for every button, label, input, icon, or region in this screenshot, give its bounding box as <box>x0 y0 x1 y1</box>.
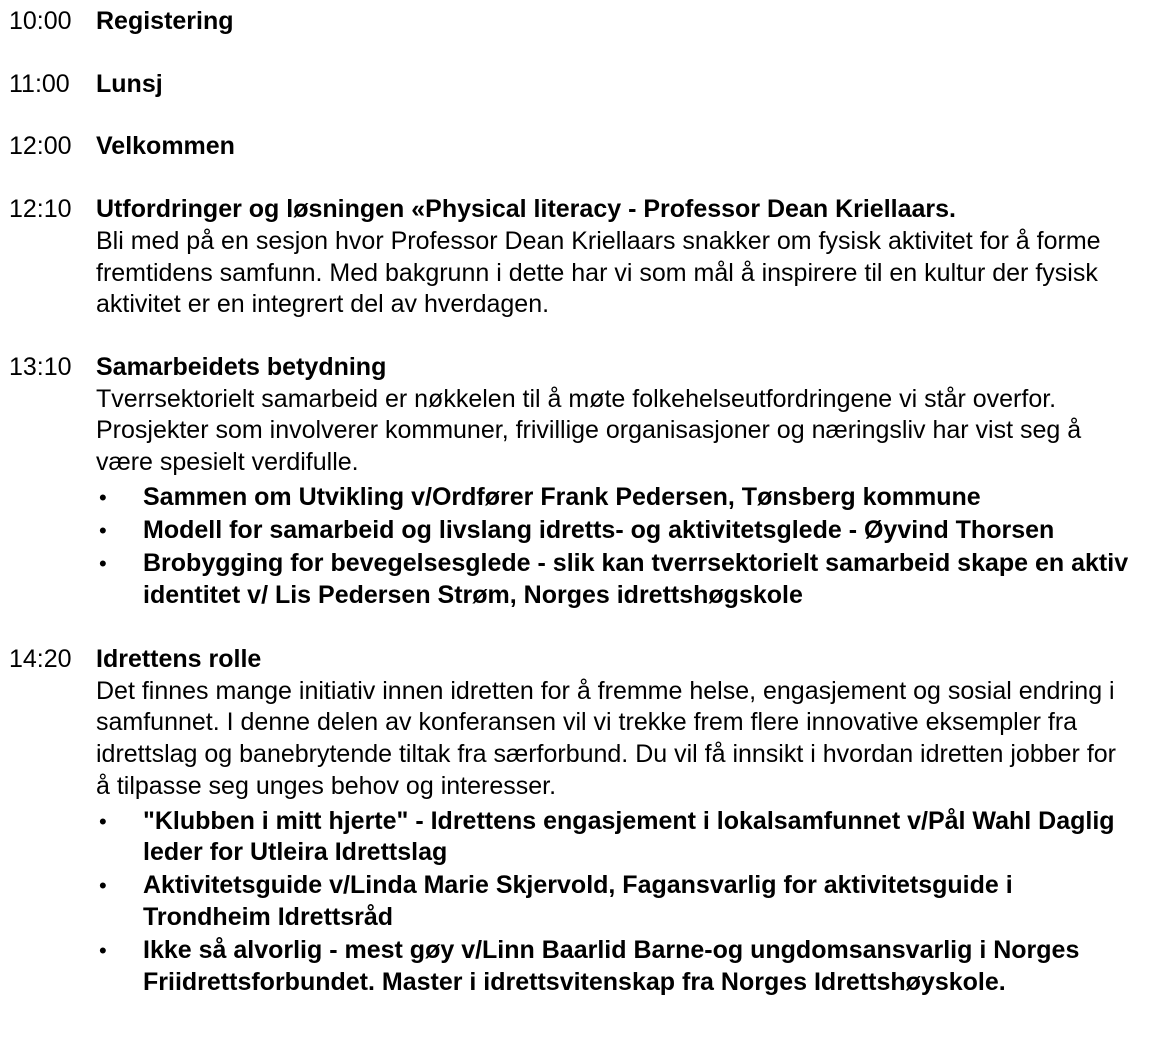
bullet-icon: • <box>99 808 107 834</box>
agenda-entry <box>9 194 1167 321</box>
list-item-text: Aktivitetsguide v/Linda Marie Skjervold, Fagansvarlig for aktivitetsguide i Trondheim Idrettsråd <box>143 871 1013 932</box>
list-item <box>96 935 1136 998</box>
entry-title: Samarbeidets betydning <box>96 352 387 381</box>
entry-time: 10:00 <box>9 7 72 35</box>
speaker-list <box>96 806 1136 999</box>
entry-content <box>96 352 1136 613</box>
entry-title: Registering <box>96 7 234 35</box>
agenda-entry <box>9 352 1167 613</box>
entry-time: 13:10 <box>9 352 72 381</box>
list-item <box>96 548 1136 611</box>
entry-content <box>96 6 1136 38</box>
entry-title: Idrettens rolle <box>96 645 262 674</box>
bullet-icon: • <box>99 484 107 510</box>
agenda-entry <box>9 131 1167 163</box>
list-item <box>96 482 1136 514</box>
list-item <box>96 870 1136 933</box>
entry-description: Det finnes mange initiativ innen idretten for å fremme helse, engasjement og sosial endring i samfunnet. I denne delen av konferansen vil vi trekke frem flere innovative eksempler fra idrettslag og banebrytende tiltak fra særforbund. Du vil få innsikt i hvordan idretten jobber for å tilpasse seg unges behov og interesser. <box>96 676 1116 800</box>
list-item-text: Sammen om Utvikling v/Ordfører Frank Pedersen, Tønsberg kommune <box>143 482 981 511</box>
bullet-icon: • <box>99 938 107 964</box>
entry-description: Bli med på en sesjon hvor Professor Dean Kriellaars snakker om fysisk aktivitet for å forme fremtidens samfunn. Med bakgrunn i dette har vi som mål å inspirere til en kultur der fysisk aktivitet er en integrert del av hverdagen. <box>96 226 1101 319</box>
list-item-text: Brobygging for bevegelsesglede - slik kan tverrsektorielt samarbeid skape en aktiv identitet v/ Lis Pedersen Strøm, Norges idrettshøgskole <box>143 549 1129 609</box>
list-item-text: Modell for samarbeid og livslang idretts- og aktivitetsglede - Øyvind Thorsen <box>143 515 1055 544</box>
entry-content <box>96 194 1136 321</box>
list-item <box>96 515 1136 547</box>
agenda-entry <box>9 644 1167 1000</box>
entry-title: Utfordringer og løsningen «Physical literacy - Professor Dean Kriellaars. <box>96 195 956 224</box>
entry-title: Lunsj <box>96 69 163 98</box>
bullet-icon: • <box>99 517 107 543</box>
entry-content <box>96 131 1136 163</box>
entry-time: 12:10 <box>9 195 72 224</box>
bullet-icon: • <box>99 551 107 577</box>
speaker-list <box>96 482 1136 612</box>
list-item <box>96 806 1136 869</box>
list-item-text: "Klubben i mitt hjerte" - Idrettens engasjement i lokalsamfunnet v/Pål Wahl Daglig leder for Utleira Idrettslag <box>143 806 1115 867</box>
entry-time: 11:00 <box>9 69 70 98</box>
entry-time: 14:20 <box>9 645 72 674</box>
agenda-entry <box>9 69 1167 101</box>
entry-content <box>96 644 1136 1000</box>
agenda-entry <box>9 6 1167 38</box>
entry-title: Velkommen <box>96 132 235 161</box>
entry-content <box>96 69 1136 101</box>
bullet-icon: • <box>99 873 107 899</box>
entry-time: 12:00 <box>9 132 72 161</box>
entry-description: Tverrsektorielt samarbeid er nøkkelen til å møte folkehelseutfordringene vi står overfor. Prosjekter som involverer kommuner, frivillige organisasjoner og næringsliv har vist seg å være spesielt verdifulle. <box>96 384 1082 477</box>
list-item-text: Ikke så alvorlig - mest gøy v/Linn Baarlid Barne-og ungdomsansvarlig i Norges Friidrettsforbundet. Master i idrettsvitenskap fra Norges Idrettshøyskole. <box>143 936 1080 997</box>
